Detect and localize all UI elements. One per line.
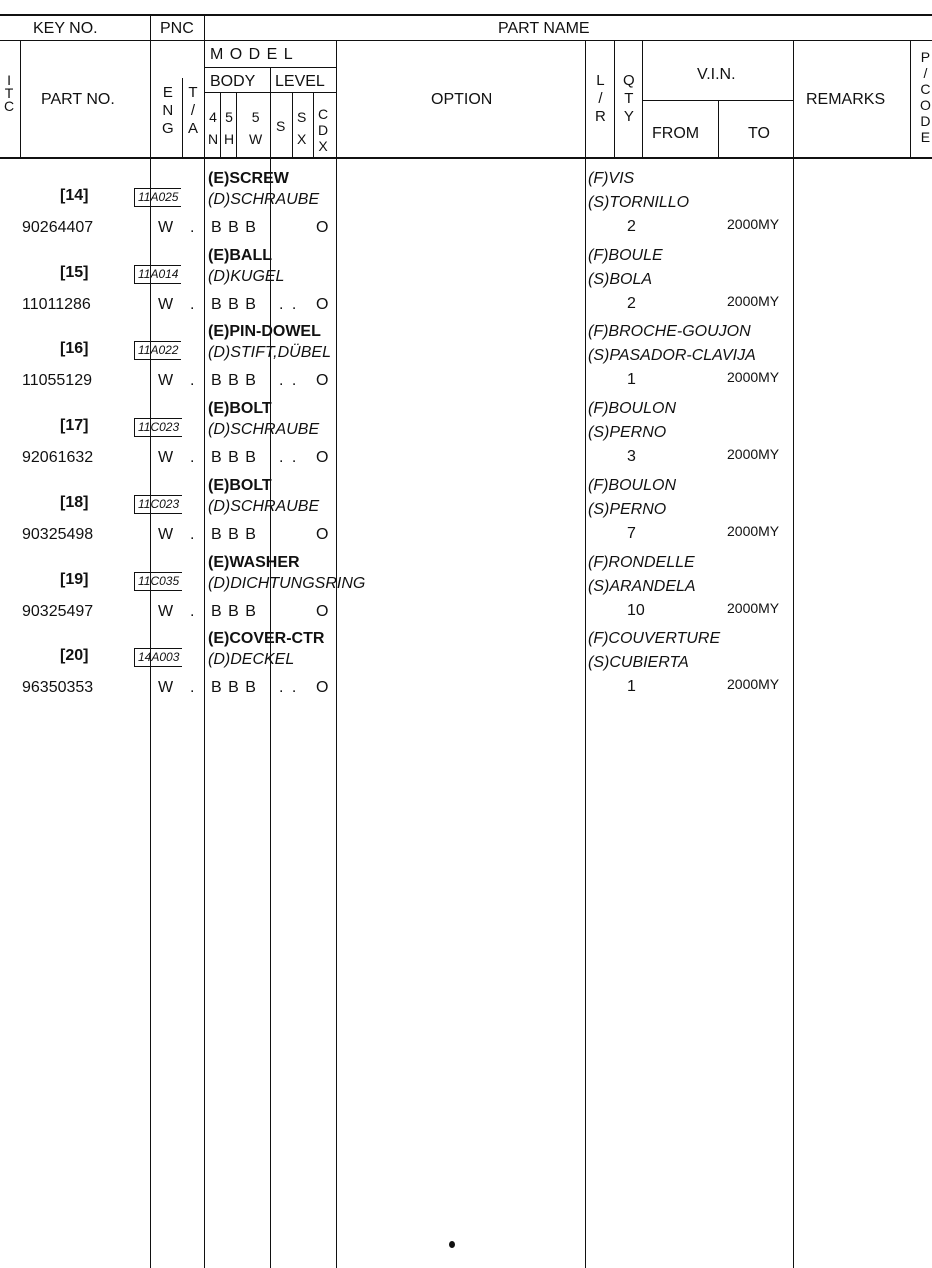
pcode-p: P — [920, 49, 931, 65]
body-col-5h-top: 5 — [225, 109, 233, 125]
level-col-cdx-x: X — [318, 138, 328, 154]
ta-code: . — [190, 679, 195, 697]
body-codes: B B B — [211, 679, 257, 697]
cdx-code: O — [316, 602, 329, 620]
eng-code: W — [158, 372, 174, 390]
key-no: [15] — [60, 263, 89, 281]
qty-value: 2 — [627, 218, 636, 235]
eng-code: W — [158, 602, 174, 620]
level-col-s-text: S — [276, 118, 286, 134]
option-lr-divider — [585, 41, 586, 1268]
pnc-code: 11A022 — [134, 341, 181, 360]
vin-from-value: 2000MY — [727, 599, 780, 616]
eng-code: W — [158, 449, 174, 467]
ta-a: A — [188, 120, 199, 137]
part-no: 11055129 — [22, 372, 92, 390]
remarks-header: REMARKS — [806, 91, 886, 108]
ta-code: . — [190, 295, 195, 313]
remarks-pcode-divider — [910, 41, 911, 158]
body-col-5w-top: 5 — [251, 109, 260, 125]
level-col-cdx-d: D — [318, 122, 329, 138]
part-name-de: (D)DICHTUNGSRING — [208, 574, 366, 592]
itc-divider — [20, 41, 21, 158]
body-codes: B B B — [211, 295, 257, 313]
level-divider-1 — [292, 93, 293, 158]
itc-t: T — [4, 85, 14, 101]
qty-value: 7 — [627, 524, 636, 542]
itc-i: I — [7, 72, 11, 88]
ta-code: . — [190, 372, 195, 390]
key-no: [16] — [60, 340, 89, 358]
key-no: [14] — [60, 187, 89, 204]
body-codes: B B B — [211, 372, 257, 390]
pnc-code: 11A014 — [134, 265, 181, 284]
part-name-de: (D)STIFT,DÜBEL — [208, 344, 331, 362]
key-no: [19] — [60, 570, 89, 588]
part-no: 11011286 — [22, 295, 91, 313]
part-name-en: (E)WASHER — [208, 553, 300, 571]
body-col-4n — [208, 106, 218, 150]
qty-vin-divider — [642, 41, 643, 158]
lr-r: R — [595, 108, 606, 125]
part-name-es: (S)PERNO — [588, 424, 667, 442]
part-name-es: (S)ARANDELA — [588, 577, 696, 595]
ta-code: . — [190, 219, 195, 236]
level-col-s — [276, 120, 285, 133]
vin-from-header: FROM — [652, 125, 700, 142]
cdx-code: O — [316, 679, 329, 697]
body-col-5h — [224, 106, 234, 150]
ta-code: . — [190, 449, 195, 467]
pcode-e: E — [920, 129, 931, 145]
vin-from-value: 2000MY — [727, 522, 780, 539]
qty-t: T — [624, 90, 634, 107]
qty-value: 1 — [627, 678, 636, 696]
part-name-es: (S)PERNO — [588, 500, 667, 518]
level-codes: . . — [279, 295, 299, 313]
level-codes: . . — [279, 449, 299, 467]
qty-value: 3 — [627, 448, 636, 466]
itc-header — [4, 74, 14, 113]
part-name-fr: (F)COUVERTURE — [588, 630, 721, 648]
part-name-en: (E)COVER-CTR — [208, 630, 325, 648]
key-no: [17] — [60, 417, 89, 435]
part-no: 90264407 — [22, 219, 94, 236]
vin-remarks-divider — [793, 41, 794, 1268]
level-col-cdx — [318, 106, 328, 154]
ta-code: . — [190, 525, 195, 543]
part-name-en: (E)SCREW — [208, 170, 289, 187]
model-option-divider — [336, 41, 337, 1268]
qty-value: 1 — [627, 371, 636, 389]
part-name-en: (E)BALL — [208, 246, 272, 264]
model-header: M O D E L — [210, 46, 294, 63]
key-no-header: KEY NO. — [33, 20, 98, 37]
body-codes: B B B — [211, 602, 257, 620]
key-no: [20] — [60, 647, 89, 665]
cdx-code: O — [316, 525, 329, 543]
option-header: OPTION — [431, 91, 493, 108]
body-col-5w — [249, 106, 262, 150]
part-name-en: (E)BOLT — [208, 476, 272, 494]
qty-header — [623, 72, 635, 126]
ta-code: . — [190, 602, 195, 620]
vin-from-value: 2000MY — [727, 446, 780, 463]
body-col-4n-bottom: N — [208, 131, 219, 147]
body-divider-2 — [236, 93, 237, 158]
pcode-header — [920, 49, 931, 145]
part-no: 96350353 — [22, 679, 94, 697]
part-no: 90325497 — [22, 602, 94, 620]
level-divider-2 — [313, 93, 314, 158]
pnc-divider — [204, 15, 205, 1268]
level-col-sx-bottom: X — [297, 131, 307, 147]
part-no: 92061632 — [22, 449, 94, 467]
pnc-code: 14A003 — [134, 648, 182, 667]
eng-code: W — [158, 295, 174, 313]
pnc-code: 11C035 — [134, 572, 182, 591]
eng-g: G — [162, 120, 174, 137]
eng-ta-divider — [182, 78, 183, 158]
pcode-o: O — [920, 97, 931, 113]
eng-code: W — [158, 219, 174, 236]
part-name-header: PART NAME — [498, 20, 590, 37]
lr-qty-divider — [614, 41, 615, 158]
lr-l: L — [596, 72, 605, 89]
eng-code: W — [158, 525, 174, 543]
cdx-code: O — [316, 372, 329, 390]
part-name-de: (D)KUGEL — [208, 267, 285, 285]
part-name-de: (D)SCHRAUBE — [208, 421, 320, 439]
pnc-code: 11C023 — [134, 495, 182, 514]
qty-y: Y — [623, 108, 634, 125]
cdx-code: O — [316, 219, 329, 236]
pnc-code: 11C023 — [134, 418, 182, 437]
vin-from-value: 2000MY — [727, 676, 780, 693]
part-name-fr: (F)BOULON — [588, 476, 676, 494]
part-name-es: (S)BOLA — [588, 270, 653, 288]
vin-header: V.I.N. — [697, 66, 736, 83]
part-no: 90325498 — [22, 525, 94, 543]
body-col-4n-top: 4 — [209, 109, 217, 125]
key-no: [18] — [60, 493, 89, 511]
vin-from-value: 2000MY — [727, 216, 780, 232]
part-name-fr: (F)RONDELLE — [588, 553, 695, 571]
level-col-sx — [297, 106, 306, 150]
part-name-de: (D)SCHRAUBE — [208, 191, 320, 208]
qty-q: Q — [623, 72, 635, 89]
part-no-header: PART NO. — [41, 91, 115, 108]
ta-t: T — [188, 84, 198, 101]
vin-to-header: TO — [748, 125, 770, 142]
body-header: BODY — [210, 73, 256, 90]
itc-c: C — [4, 98, 15, 114]
body-col-5h-bottom: H — [224, 131, 235, 147]
cdx-code: O — [316, 295, 329, 313]
pnc-code: 11A025 — [134, 188, 181, 207]
vin-from-value: 2000MY — [727, 369, 780, 386]
eng-code: W — [158, 679, 174, 697]
body-col-5w-bottom: W — [249, 131, 263, 147]
part-name-es: (S)TORNILLO — [588, 194, 690, 211]
level-header: LEVEL — [275, 73, 325, 90]
lr-slash: / — [598, 90, 603, 107]
level-codes: . . — [279, 679, 299, 697]
qty-value: 2 — [627, 294, 636, 312]
part-name-fr: (F)BROCHE-GOUJON — [588, 323, 751, 341]
qty-value: 10 — [627, 601, 645, 619]
body-divider-1 — [220, 93, 221, 158]
vin-from-to-divider — [718, 101, 719, 158]
pcode-slash: / — [923, 65, 928, 81]
ta-header — [188, 84, 198, 138]
body-codes: B B B — [211, 449, 257, 467]
part-name-es: (S)CUBIERTA — [588, 654, 689, 672]
part-name-en: (E)PIN-DOWEL — [208, 323, 321, 341]
level-codes: . . — [279, 372, 299, 390]
body-codes: B B B — [211, 219, 257, 236]
level-col-cdx-c: C — [318, 106, 329, 122]
part-name-fr: (F)BOULON — [588, 400, 676, 418]
vin-from-value: 2000MY — [727, 292, 780, 309]
part-name-de: (D)SCHRAUBE — [208, 497, 320, 515]
body-codes: B B B — [211, 525, 257, 543]
part-name-de: (D)DECKEL — [208, 651, 295, 669]
part-name-fr: (F)BOULE — [588, 246, 663, 264]
pcode-c: C — [920, 81, 931, 97]
eng-e: E — [162, 84, 173, 101]
pnc-header: PNC — [160, 20, 194, 37]
ta-slash: / — [190, 102, 196, 119]
level-col-sx-top: S — [297, 109, 307, 125]
cdx-code: O — [316, 449, 329, 467]
eng-n: N — [162, 102, 174, 119]
part-name-fr: (F)VIS — [588, 170, 635, 187]
eng-header — [162, 84, 174, 138]
lr-header — [595, 72, 606, 126]
part-name-es: (S)PASADOR-CLAVIJA — [588, 347, 756, 365]
stray-ink-mark — [449, 1241, 455, 1248]
part-name-en: (E)BOLT — [208, 400, 272, 418]
header-top-rule — [0, 14, 932, 16]
pcode-d: D — [920, 113, 931, 129]
